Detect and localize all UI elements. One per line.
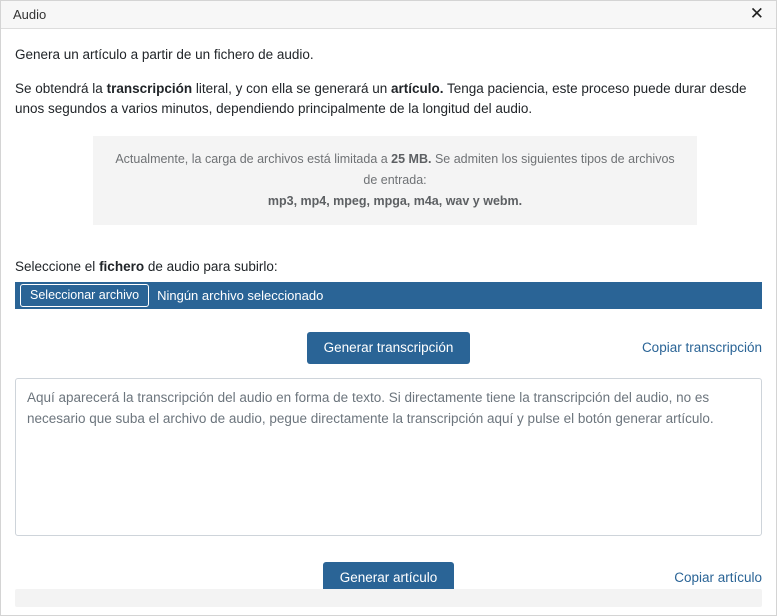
notice-formats: mp3, mp4, mpeg, mpga, m4a, wav y webm.	[267, 193, 523, 208]
file-label-part2: de audio para subirlo:	[144, 259, 278, 275]
description-bold2: artículo.	[390, 80, 444, 96]
copy-transcription-link[interactable]: Copiar transcripción	[641, 340, 762, 356]
footer-placeholder-bar	[15, 589, 762, 607]
upload-limits-notice	[93, 136, 697, 225]
copy-article-link[interactable]: Copiar artículo	[674, 570, 762, 586]
generate-transcription-button[interactable]: Generar transcripción	[307, 332, 471, 364]
file-label-bold: fichero	[99, 259, 145, 275]
dialog-title: Audio	[13, 7, 47, 22]
description-bold1: transcripción	[106, 80, 193, 96]
notice-part1: Actualmente, la carga de archivos está limitada a	[115, 152, 392, 167]
description-text	[15, 79, 760, 121]
description-part2: literal, y con ella se generará un	[192, 80, 391, 96]
notice-limit: 25 MB.	[391, 152, 432, 167]
intro-text: Genera un artículo a partir de un fichero de audio.	[15, 47, 314, 62]
file-input-row[interactable]	[15, 282, 762, 309]
dialog-body	[1, 29, 776, 615]
description-part1: Se obtendrá la	[15, 80, 107, 96]
select-file-button[interactable]: Seleccionar archivo	[20, 284, 149, 307]
file-label-part1: Seleccione el	[15, 259, 100, 275]
transcription-action-row	[15, 331, 762, 364]
transcription-textarea[interactable]	[15, 378, 762, 536]
file-status-text: Ningún archivo seleccionado	[157, 288, 324, 304]
close-icon[interactable]: ✕	[749, 4, 764, 24]
dialog-titlebar	[1, 1, 776, 29]
notice-part2: Se admiten los siguientes tipos de archivos de entrada:	[363, 152, 675, 188]
file-select-label	[15, 259, 762, 274]
description-part3: Tenga paciencia, este proceso puede durar desde unos segundos a varios minutos, dependiendo principalmente de la longitud del audio.	[15, 80, 747, 117]
generate-article-button[interactable]: Generar artículo	[323, 562, 455, 594]
